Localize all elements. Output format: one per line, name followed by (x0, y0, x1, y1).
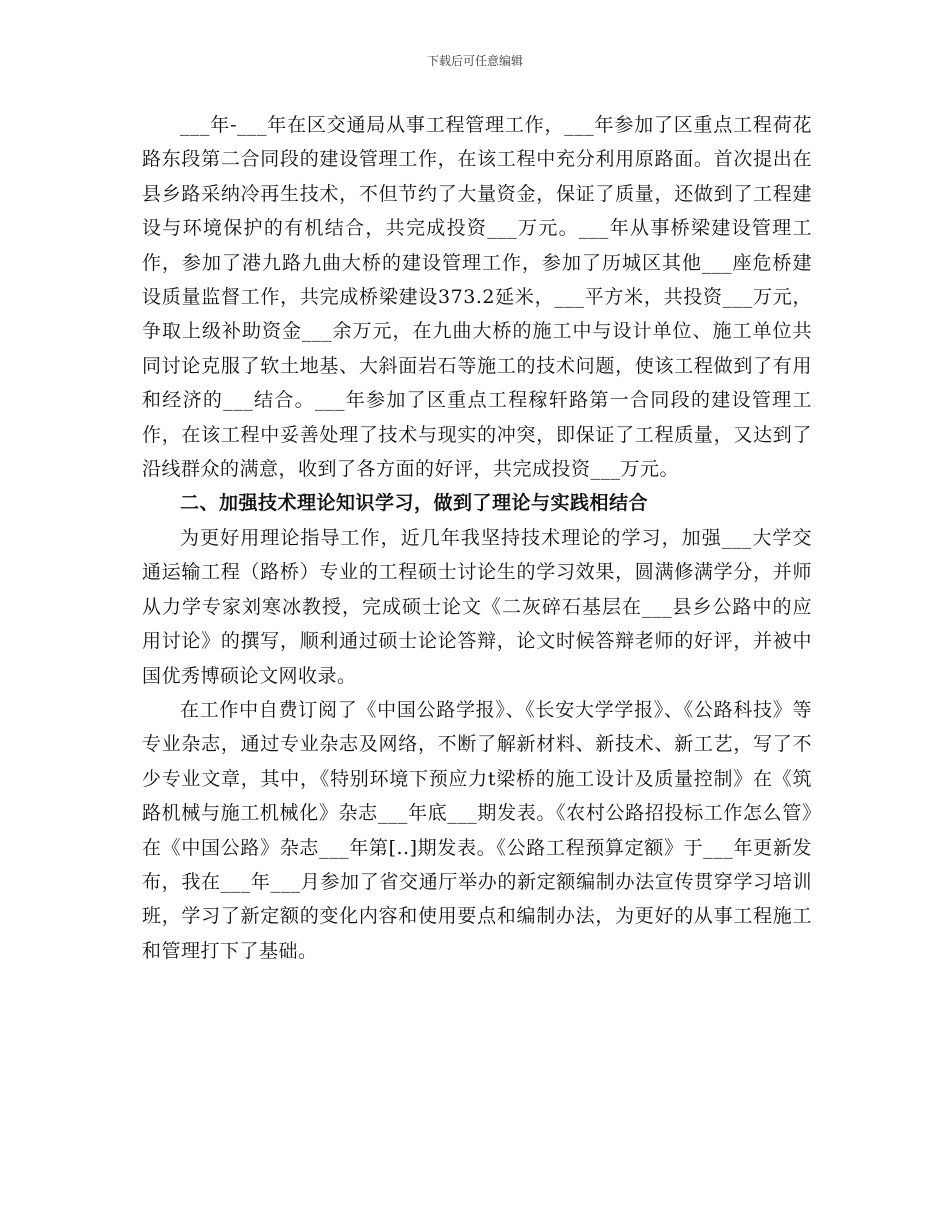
page-header-note: 下载后可任意编辑 (426, 54, 523, 68)
paragraph-study: 为更好用理论指导工作，近几年我坚持技术理论的学习，加强___大学交通运输工程（路桥）专业的工程硕士讨论生的学习效果，圆满修满学分，并师从力学专家刘寒冰教授，完成硕士论文《二灰碎石基层在___县乡公路中的应用讨论》的撰写，顺利通过硕士论论答辩，论文时候答辩老师的好评，并被中国优秀博硕论文网收录。 (142, 526, 812, 687)
paragraph-work-history: ___年-___年在区交通局从事工程管理工作，___年参加了区重点工程荷花路东段第二合同段的建设管理工作，在该工程中充分利用原路面。首次提出在县乡路采纳冷再生技术，不但节约了大量资金，保证了质量，还做到了工程建设与环境保护的有机结合，共完成投资___万元。___年从事桥梁建设管理工作，参加了港九路九曲大桥的建设管理工作，参加了历城区其他___座危桥建设质量监督工作，共完成桥梁建设373.2延米，___平方米，共投资___万元，争取上级补助资金___余万元，在九曲大桥的施工中与设计单位、施工单位共同讨论克服了软土地基、大斜面岩石等施工的技术问题，使该工程做到了有用和经济的___结合。___年参加了区重点工程稼轩路第一合同段的建设管理工作，在该工程中妥善处理了技术与现实的冲突，即保证了工程质量，又达到了沿线群众的满意，收到了各方面的好评，共完成投资___万元。 (142, 114, 812, 481)
document-body (142, 108, 812, 968)
paragraph-publications: 在工作中自费订阅了《中国公路学报》、《长安大学学报》、《公路科技》等专业杂志，通过专业杂志及网络，不断了解新材料、新技术、新工艺，写了不少专业文章，其中，《特别环境下预应力t梁桥的施工设计及质量控制》在《筑路机械与施工机械化》杂志___年底___期发表。《农村公路招投标工作怎么管》在《中国公路》杂志___年第[..]期发表。《公路工程预算定额》于___年更新发布，我在___年___月参加了省交通厅举办的新定额编制办法宣传贯穿学习培训班，学习了新定额的变化内容和使用要点和编制办法，为更好的从事工程施工和管理打下了基础。 (142, 698, 812, 962)
section-heading-2: 二、加强技术理论知识学习，做到了理论与实践相结合 (180, 492, 649, 515)
